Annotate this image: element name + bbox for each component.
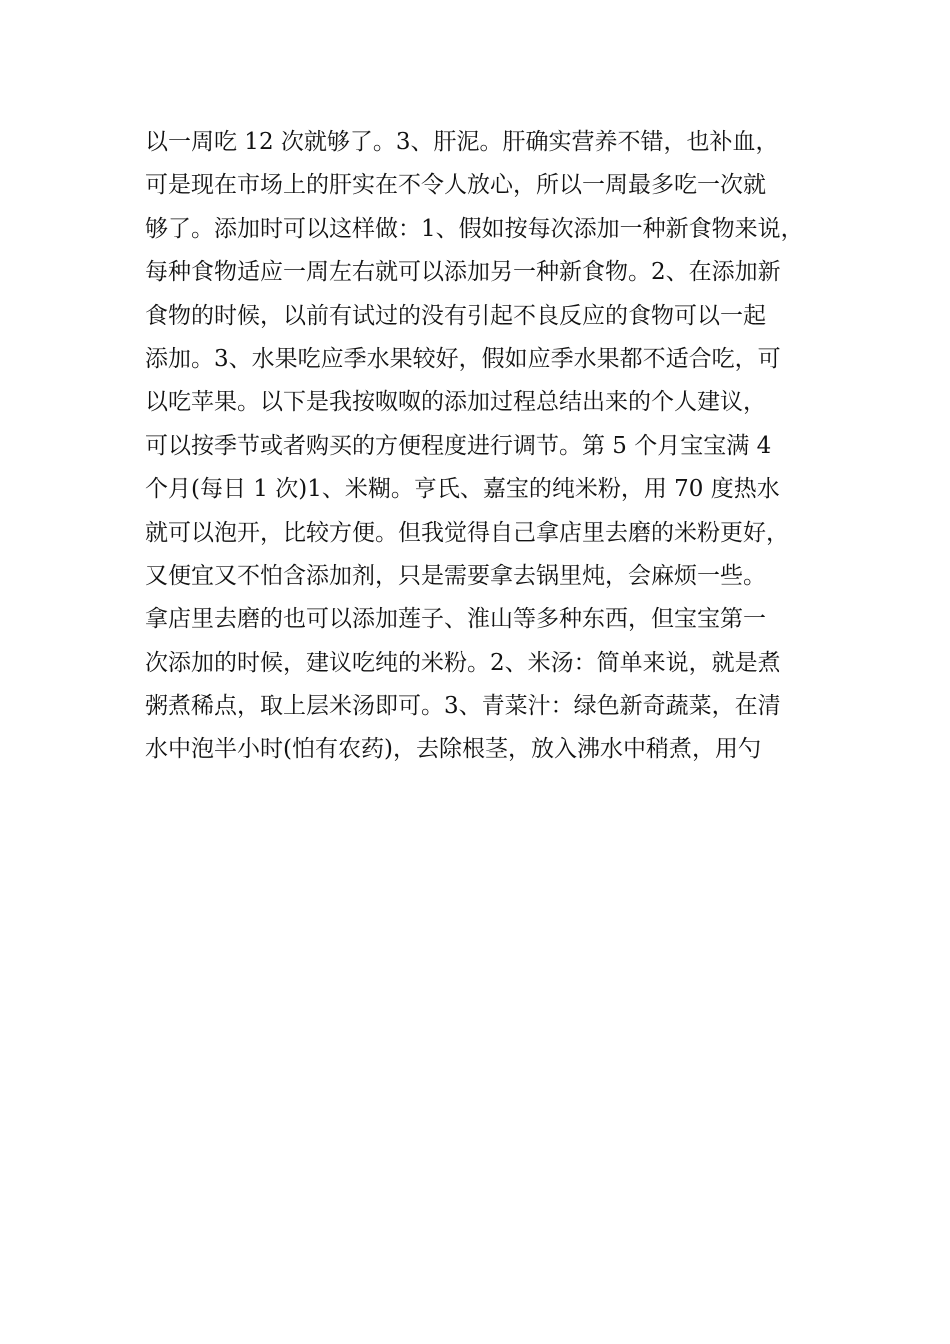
text-line: 以一周吃 12 次就够了。3、肝泥。肝确实营养不错，也补血， <box>145 129 779 155</box>
text-line: 粥煮稀点，取上层米汤即可。3、青菜汁：绿色新奇蔬菜，在清 <box>145 693 781 720</box>
text-line: 又便宜又不怕含添加剂，只是需要拿去锅里炖，会麻烦一些。 <box>145 562 766 589</box>
text-line: 可是现在市场上的肝实在不令人放心，所以一周最多吃一次就 <box>145 172 766 199</box>
text-line: 个月(每日 1 次)1、米糊。亨氏、嘉宝的纯米粉，用 70 度热水 <box>145 476 780 503</box>
body-text <box>145 130 845 781</box>
text-line: 每种食物适应一周左右就可以添加另一种新食物。2、在添加新 <box>145 259 781 286</box>
text-line: 够了。添加时可以这样做：1、假如按每次添加一种新食物来说， <box>145 215 804 242</box>
text-line: 食物的时候，以前有试过的没有引起不良反应的食物可以一起 <box>145 302 766 329</box>
text-line: 添加。3、水果吃应季水果较好，假如应季水果都不适合吃，可 <box>145 345 781 372</box>
text-line: 以吃苹果。以下是我按呶呶的添加过程总结出来的个人建议， <box>145 389 766 416</box>
text-line: 可以按季节或者购买的方便程度进行调节。第 5 个月宝宝满 4 <box>145 432 772 459</box>
text-line: 水中泡半小时(怕有农药)，去除根茎，放入沸水中稍煮，用勺 <box>145 736 761 763</box>
text-line: 拿店里去磨的也可以添加莲子、淮山等多种东西，但宝宝第一 <box>145 606 766 633</box>
text-line: 就可以泡开，比较方便。但我觉得自己拿店里去磨的米粉更好， <box>145 519 789 546</box>
text-line: 次添加的时候，建议吃纯的米粉。2、米汤：简单来说，就是煮 <box>145 649 781 676</box>
